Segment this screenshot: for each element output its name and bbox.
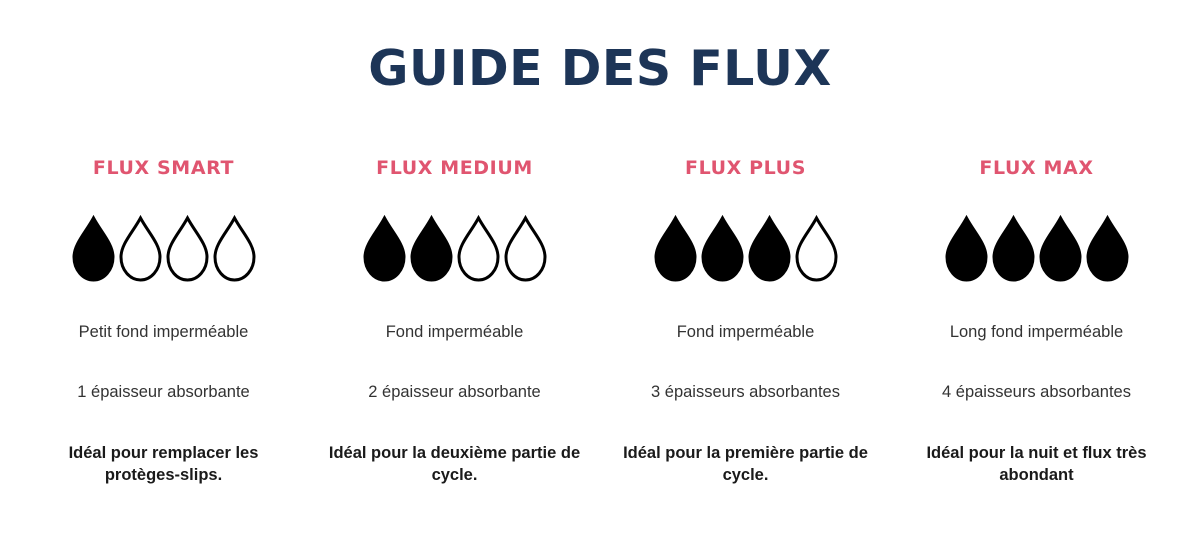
water-drop-icon bbox=[990, 214, 1037, 284]
drop-rating bbox=[26, 207, 301, 291]
water-drop-icon bbox=[699, 214, 746, 284]
water-drop-icon bbox=[793, 214, 840, 284]
water-drop-icon bbox=[361, 214, 408, 284]
flow-level-usage: Idéal pour la deuxième partie de cycle. bbox=[328, 443, 581, 484]
flow-level-usage: Idéal pour la nuit et flux très abondant bbox=[926, 443, 1147, 484]
flow-level-column bbox=[600, 157, 891, 486]
water-drop-icon bbox=[943, 214, 990, 284]
flow-level-column bbox=[18, 157, 309, 486]
flow-level-column bbox=[309, 157, 600, 486]
flow-level-backing: Fond imperméable bbox=[385, 323, 524, 341]
flow-levels-container bbox=[0, 157, 1200, 486]
flow-level-backing: Petit fond imperméable bbox=[78, 323, 249, 341]
flow-level-column bbox=[891, 157, 1182, 486]
water-drop-icon bbox=[746, 214, 793, 284]
flow-level-title: FLUX MAX bbox=[979, 157, 1094, 179]
flow-level-title: FLUX PLUS bbox=[685, 157, 806, 179]
water-drop-icon bbox=[1084, 214, 1131, 284]
water-drop-icon bbox=[455, 214, 502, 284]
flow-level-absorbency: 2 épaisseur absorbante bbox=[368, 383, 541, 402]
flow-level-usage: Idéal pour remplacer les protèges-slips. bbox=[68, 443, 259, 484]
water-drop-icon bbox=[117, 214, 164, 284]
flow-level-absorbency: 1 épaisseur absorbante bbox=[77, 383, 250, 402]
flow-level-backing: Fond imperméable bbox=[676, 323, 815, 341]
drop-rating bbox=[608, 207, 883, 291]
page-title: GUIDE DES FLUX bbox=[368, 40, 832, 97]
flow-level-title: FLUX SMART bbox=[92, 157, 235, 179]
water-drop-icon bbox=[652, 214, 699, 284]
flow-level-title: FLUX MEDIUM bbox=[376, 157, 533, 179]
water-drop-icon bbox=[211, 214, 258, 284]
water-drop-icon bbox=[1037, 214, 1084, 284]
flow-level-usage: Idéal pour la première partie de cycle. bbox=[623, 443, 868, 484]
water-drop-icon bbox=[502, 214, 549, 284]
water-drop-icon bbox=[408, 214, 455, 284]
flow-level-backing: Long fond imperméable bbox=[949, 323, 1124, 341]
water-drop-icon bbox=[164, 214, 211, 284]
drop-rating bbox=[317, 207, 592, 291]
flow-level-absorbency: 4 épaisseurs absorbantes bbox=[942, 383, 1131, 402]
drop-rating bbox=[899, 207, 1174, 291]
water-drop-icon bbox=[70, 214, 117, 284]
flow-level-absorbency: 3 épaisseurs absorbantes bbox=[651, 383, 840, 402]
